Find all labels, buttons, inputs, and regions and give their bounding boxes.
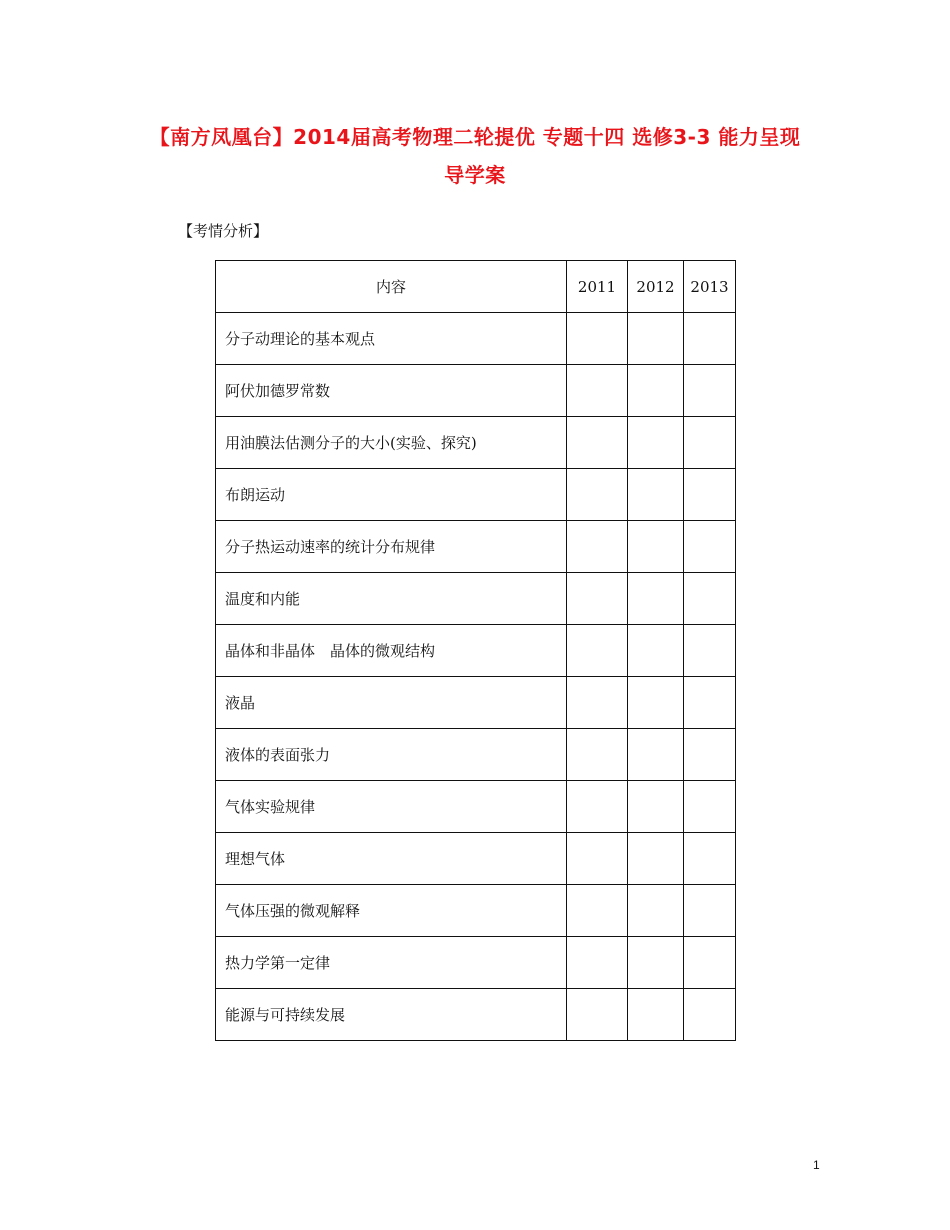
cell-2012 — [628, 781, 684, 833]
row-topic: 用油膜法估测分子的大小(实验、探究) — [216, 417, 567, 469]
row-topic: 理想气体 — [216, 833, 567, 885]
row-topic: 液体的表面张力 — [216, 729, 567, 781]
title-line-1: 【南方凤凰台】2014届高考物理二轮提优 专题十四 选修3-3 能力呈现 — [149, 125, 801, 149]
cell-2011 — [567, 469, 628, 521]
cell-2011 — [567, 833, 628, 885]
table-row — [216, 313, 736, 365]
table-header-row — [216, 261, 736, 313]
table-row — [216, 625, 736, 677]
cell-2013 — [684, 313, 736, 365]
cell-2012 — [628, 417, 684, 469]
cell-2011 — [567, 365, 628, 417]
row-topic: 温度和内能 — [216, 573, 567, 625]
page-number: 1 — [813, 1158, 820, 1172]
cell-2011 — [567, 417, 628, 469]
cell-2012 — [628, 625, 684, 677]
cell-2012 — [628, 677, 684, 729]
cell-2013 — [684, 781, 736, 833]
cell-2011 — [567, 573, 628, 625]
cell-2012 — [628, 313, 684, 365]
cell-2013 — [684, 365, 736, 417]
cell-2011 — [567, 885, 628, 937]
cell-2013 — [684, 677, 736, 729]
cell-2012 — [628, 521, 684, 573]
table-row — [216, 417, 736, 469]
cell-2012 — [628, 885, 684, 937]
row-topic: 阿伏加德罗常数 — [216, 365, 567, 417]
header-2012: 2012 — [628, 261, 684, 313]
cell-2011 — [567, 313, 628, 365]
row-topic: 能源与可持续发展 — [216, 989, 567, 1041]
cell-2011 — [567, 989, 628, 1041]
row-topic: 气体实验规律 — [216, 781, 567, 833]
cell-2013 — [684, 469, 736, 521]
cell-2012 — [628, 729, 684, 781]
cell-2011 — [567, 625, 628, 677]
table-row — [216, 365, 736, 417]
table-row — [216, 885, 736, 937]
cell-2013 — [684, 989, 736, 1041]
cell-2013 — [684, 937, 736, 989]
row-topic: 布朗运动 — [216, 469, 567, 521]
table-row — [216, 573, 736, 625]
table-row — [216, 677, 736, 729]
cell-2012 — [628, 365, 684, 417]
document-title — [100, 118, 850, 194]
row-topic: 分子动理论的基本观点 — [216, 313, 567, 365]
cell-2011 — [567, 521, 628, 573]
cell-2013 — [684, 521, 736, 573]
cell-2013 — [684, 625, 736, 677]
cell-2013 — [684, 573, 736, 625]
title-line-2: 导学案 — [444, 163, 506, 187]
exam-analysis-table — [215, 260, 736, 1041]
row-topic: 气体压强的微观解释 — [216, 885, 567, 937]
row-topic: 晶体和非晶体 晶体的微观结构 — [216, 625, 567, 677]
header-2013: 2013 — [684, 261, 736, 313]
table-row — [216, 833, 736, 885]
row-topic: 热力学第一定律 — [216, 937, 567, 989]
cell-2011 — [567, 677, 628, 729]
table-row — [216, 937, 736, 989]
row-topic: 分子热运动速率的统计分布规律 — [216, 521, 567, 573]
section-label: 【考情分析】 — [178, 222, 269, 240]
table-row — [216, 469, 736, 521]
table-row — [216, 781, 736, 833]
cell-2012 — [628, 937, 684, 989]
cell-2013 — [684, 885, 736, 937]
cell-2013 — [684, 729, 736, 781]
cell-2011 — [567, 781, 628, 833]
table-row — [216, 521, 736, 573]
cell-2012 — [628, 989, 684, 1041]
table-row — [216, 729, 736, 781]
table-row — [216, 989, 736, 1041]
cell-2013 — [684, 833, 736, 885]
cell-2011 — [567, 729, 628, 781]
header-content: 内容 — [216, 261, 567, 313]
cell-2012 — [628, 469, 684, 521]
cell-2012 — [628, 573, 684, 625]
cell-2012 — [628, 833, 684, 885]
cell-2013 — [684, 417, 736, 469]
header-2011: 2011 — [567, 261, 628, 313]
row-topic: 液晶 — [216, 677, 567, 729]
cell-2011 — [567, 937, 628, 989]
